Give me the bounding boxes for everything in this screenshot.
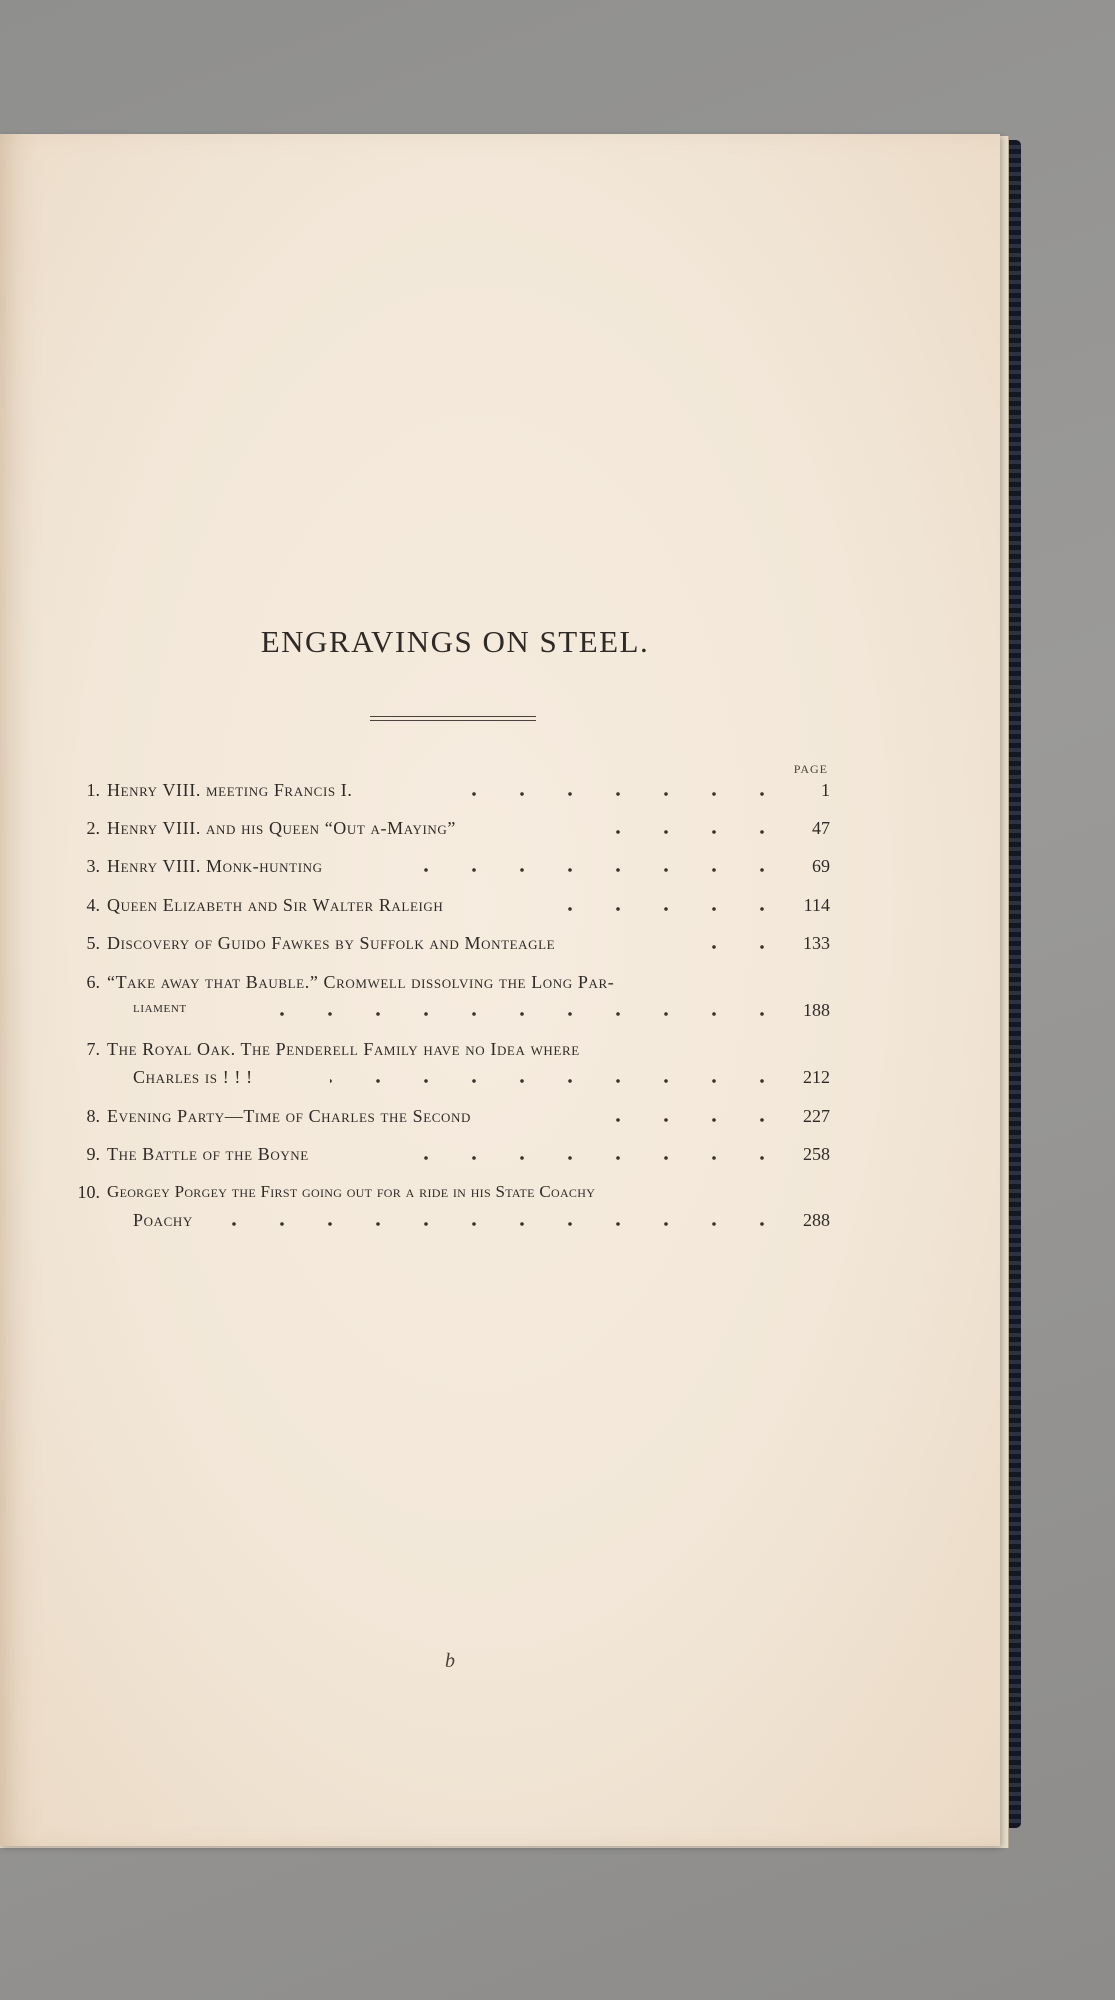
entry-number: 2.: [86, 818, 100, 838]
list-item: [0, 972, 1000, 998]
entry-title-continued: Charles is ! ! !: [133, 1067, 253, 1087]
entry-number: 6.: [86, 972, 100, 992]
dot-leader: [330, 1067, 786, 1087]
entry-title: Discovery of Guido Fawkes by Suffolk and Monteagle: [107, 933, 556, 953]
list-item: [0, 1106, 1000, 1132]
entry-title-continued: liament: [133, 1000, 187, 1016]
entry-number: 4.: [86, 895, 100, 915]
book-page: [0, 134, 1000, 1846]
entry-title: The Battle of the Boyne: [107, 1144, 309, 1164]
entry-title: Evening Party—Time of Charles the Second: [107, 1106, 472, 1126]
entry-page: 258: [803, 1144, 830, 1164]
page-title: ENGRAVINGS ON STEEL.: [260, 624, 650, 659]
entry-page: 47: [812, 818, 830, 838]
dot-leader: [390, 856, 786, 876]
dot-leader: [380, 1144, 786, 1164]
entry-title: Henry VIII. Monk-hunting: [107, 856, 323, 876]
entry-page: 188: [803, 1000, 830, 1020]
entry-page: 227: [803, 1106, 830, 1126]
list-item-continuation: [0, 1000, 1000, 1026]
engravings-list: [0, 134, 1000, 1434]
dot-leader: [600, 1106, 786, 1126]
entry-title-continued: Poachy: [133, 1210, 193, 1230]
entry-title: Henry VIII. and his Queen “Out a-Maying”: [107, 818, 456, 838]
dot-leader: [250, 1000, 786, 1020]
entry-page: 133: [803, 933, 830, 953]
list-item: [0, 1182, 1000, 1208]
entry-page: 212: [803, 1067, 830, 1087]
entry-title: “Take away that Bauble.” Cromwell dissolving the Long Par-: [107, 972, 615, 992]
entry-number: 5.: [86, 933, 100, 953]
list-item: [0, 933, 1000, 959]
list-item: [0, 818, 1000, 844]
list-item: [0, 856, 1000, 882]
entry-number: 10.: [77, 1182, 100, 1202]
entry-number: 8.: [86, 1106, 100, 1126]
entry-page: 114: [803, 895, 830, 915]
dot-leader: [600, 818, 786, 838]
list-item: [0, 1144, 1000, 1170]
entry-number: 7.: [86, 1039, 100, 1059]
entry-page: 69: [812, 856, 830, 876]
dot-leader: [214, 1210, 786, 1230]
list-item-continuation: [0, 1210, 1000, 1236]
list-item-continuation: [0, 1067, 1000, 1093]
list-item: [0, 780, 1000, 806]
entry-page: 288: [803, 1210, 830, 1230]
entry-number: 3.: [86, 856, 100, 876]
dot-leader: [430, 780, 786, 800]
entry-title: Henry VIII. meeting Francis I.: [107, 780, 353, 800]
entry-page: 1: [821, 780, 830, 800]
list-item: [0, 895, 1000, 921]
entry-title: Queen Elizabeth and Sir Walter Raleigh: [107, 895, 444, 915]
dot-leader: [552, 895, 786, 915]
entry-title: Georgey Porgey the First going out for a ride in his State Coachy: [107, 1182, 596, 1201]
entry-number: 1.: [86, 780, 100, 800]
entry-number: 9.: [86, 1144, 100, 1164]
dot-leader: [680, 933, 786, 953]
entry-title: The Royal Oak. The Penderell Family have no Idea where: [107, 1039, 580, 1059]
page-signature-mark: b: [445, 1650, 455, 1672]
page-column-label: PAGE: [793, 762, 828, 776]
list-item: [0, 1039, 1000, 1065]
